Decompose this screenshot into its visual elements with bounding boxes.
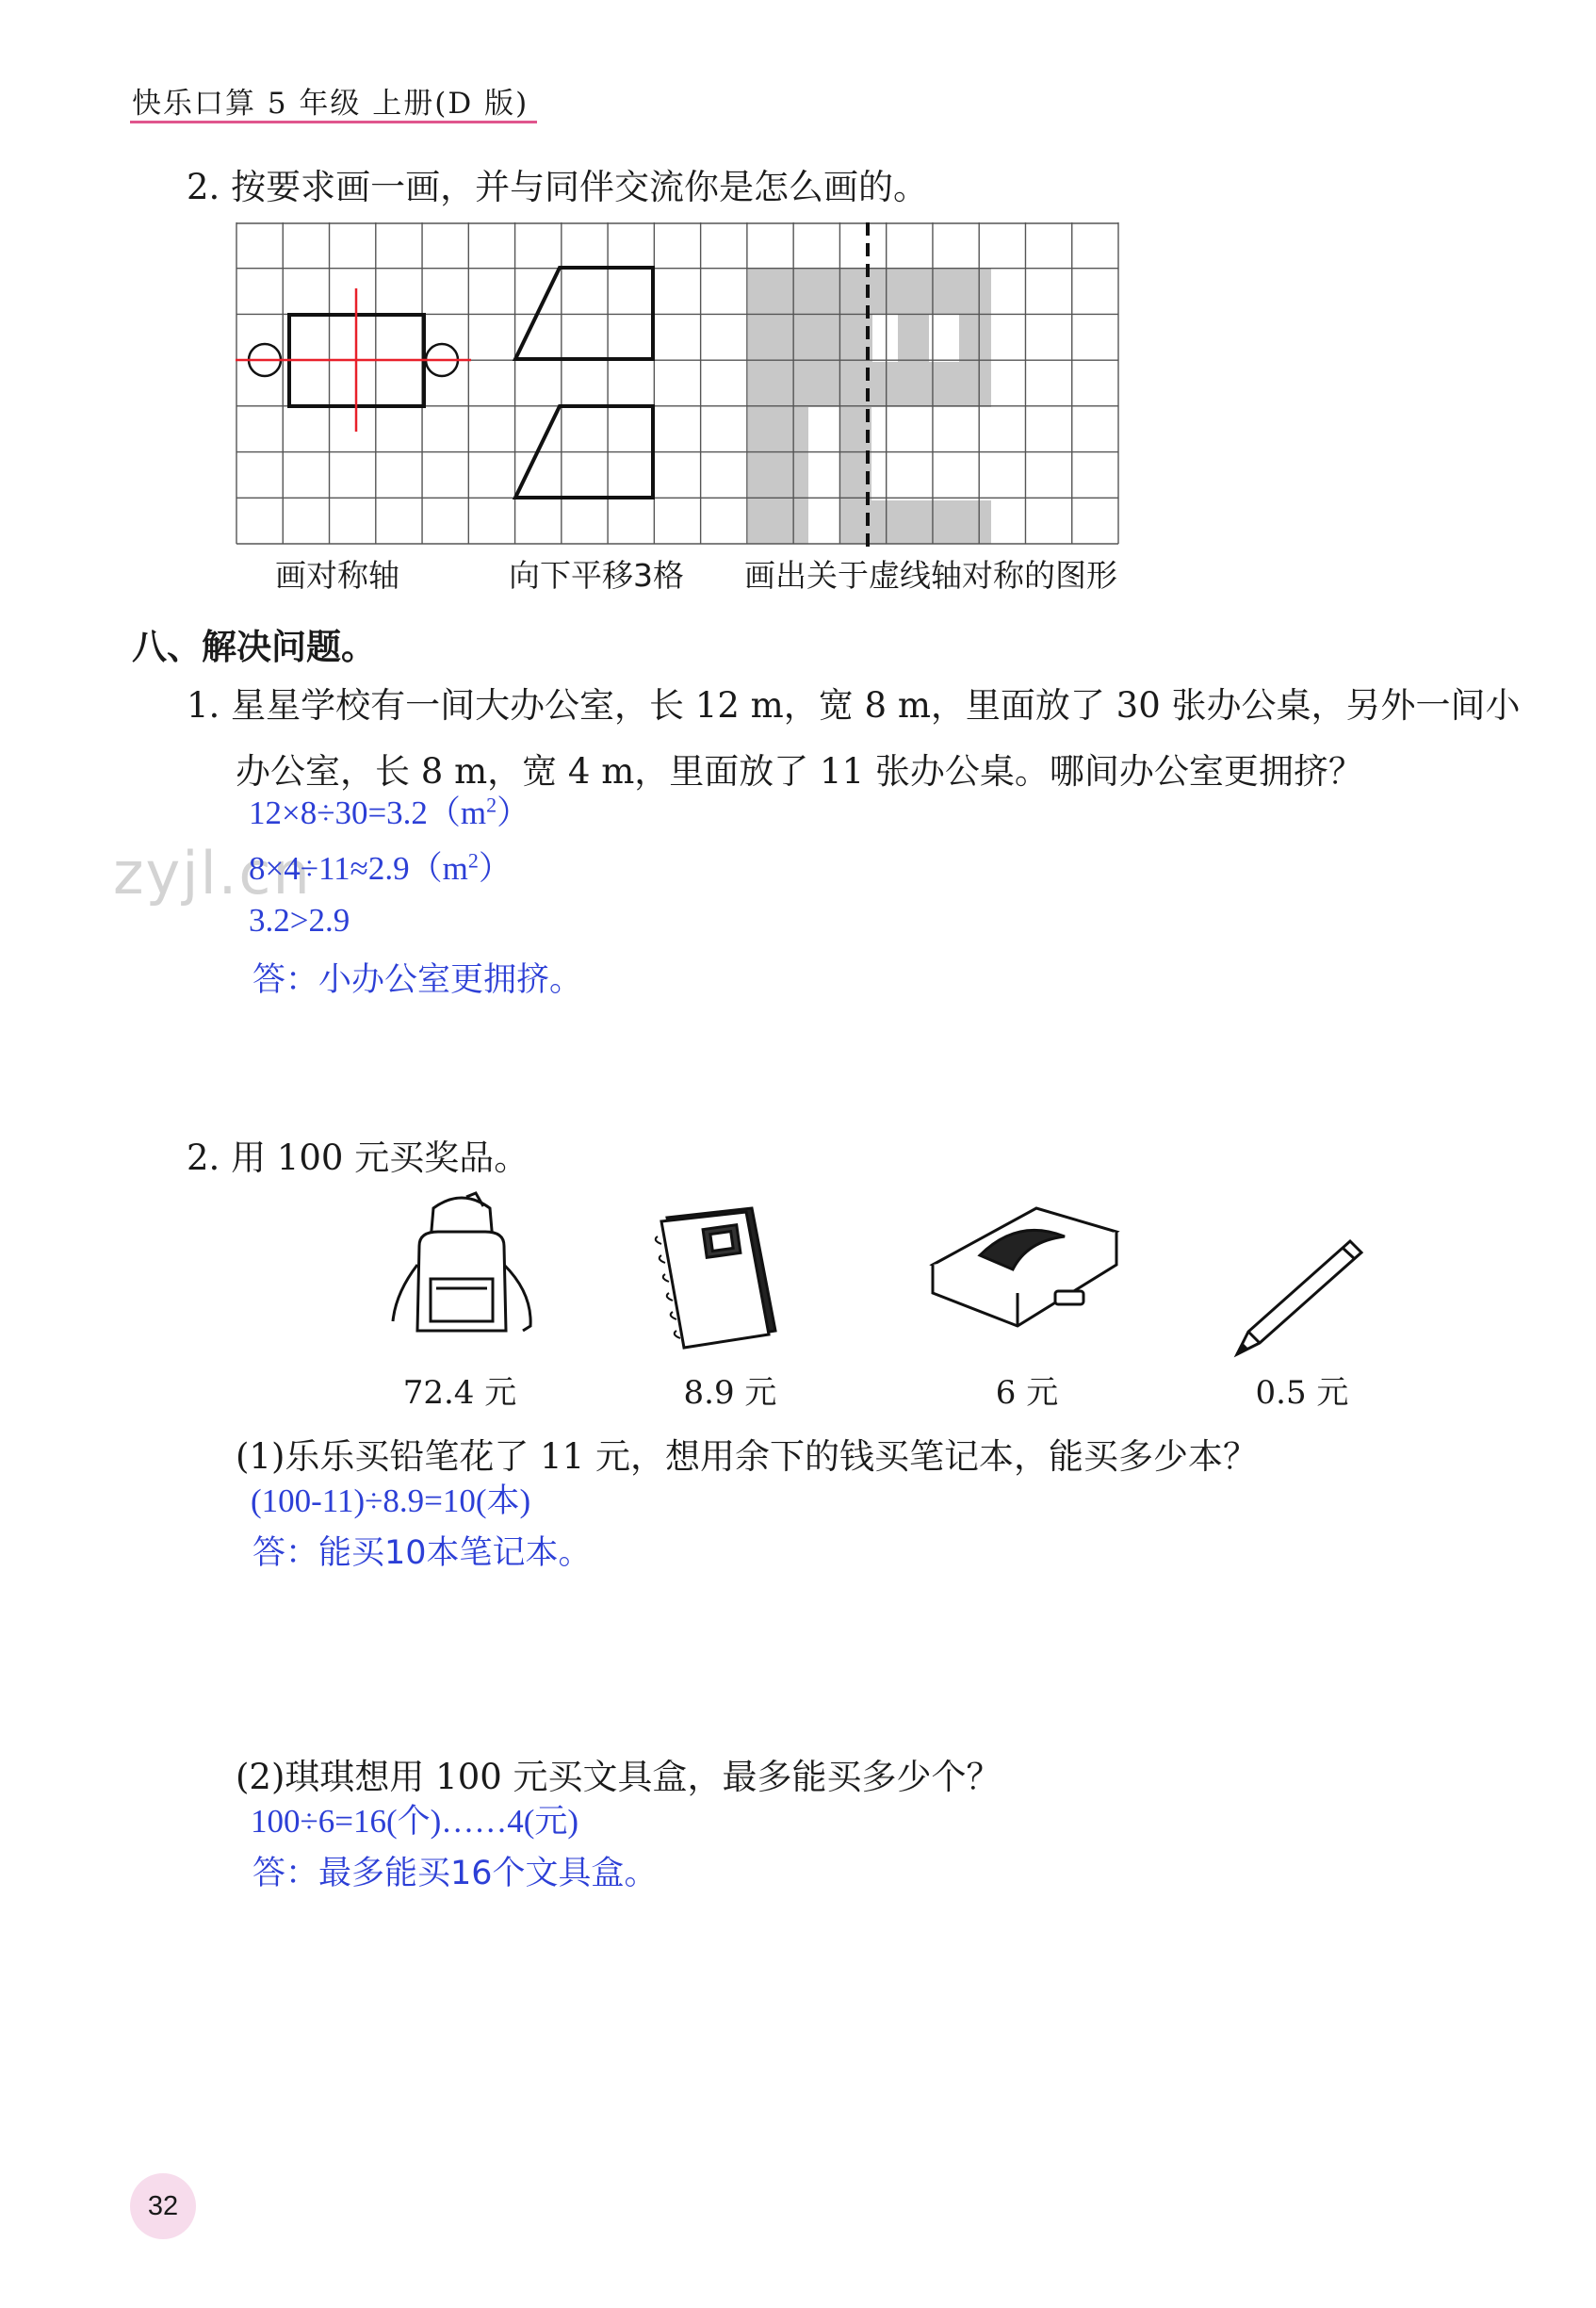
- problem1-line1: 1. 星星学校有一间大办公室，长 12 m，宽 8 m，里面放了 30 张办公桌，另外一间小: [187, 685, 1521, 726]
- watermark: zyjl.cn: [113, 839, 312, 908]
- pencil-price: 0.5 元: [1255, 1374, 1349, 1412]
- pencil-icon: [1230, 1230, 1371, 1362]
- pencil-case-icon: [923, 1199, 1131, 1340]
- notebook-price: 8.9 元: [683, 1374, 777, 1412]
- backpack-icon: [382, 1189, 542, 1350]
- problem1-answer-4: 答：小办公室更拥挤。: [252, 961, 583, 999]
- problem1-answer-1: $12\times 8\div 30=3.2(m^2)$: [249, 793, 530, 831]
- header-underline: [130, 121, 537, 123]
- section-title: 八、解决问题。: [132, 627, 376, 667]
- problem1-line2: 办公室，长 8 m，宽 4 m，里面放了 11 张办公桌。哪间办公室更拥挤？: [236, 751, 1363, 792]
- drawing-question: 2. 按要求画一画，并与同伴交流你是怎么画的。: [187, 167, 929, 207]
- sub1-answer-2: 答：能买10本笔记本。: [252, 1534, 592, 1572]
- drawing-grid-figure: [236, 222, 1121, 550]
- sub-question-2: (2)琪琪想用 100 元买文具盒，最多能买多少个？: [236, 1757, 1002, 1797]
- caption-draw-symmetric: 画出关于虚线轴对称的图形: [744, 557, 1117, 594]
- backpack-price: 72.4 元: [402, 1374, 517, 1412]
- caption-draw-axis: 画对称轴: [275, 557, 399, 594]
- pencil-case-price: 6 元: [995, 1374, 1059, 1412]
- sub-question-1: (1)乐乐买铅笔花了 11 元，想用余下的钱买笔记本，能买多少本？: [236, 1436, 1259, 1477]
- sub2-answer-2: 答：最多能买16个文具盒。: [252, 1855, 658, 1892]
- trapezoid-figures: [515, 268, 653, 498]
- page-number: 32: [130, 2173, 196, 2239]
- sub2-answer-1: 100÷6=16(个)……4(元): [251, 1803, 579, 1840]
- problem2-title: 2. 用 100 元买奖品。: [187, 1138, 529, 1178]
- book-header-title: 快乐口算 5 年级 上册(D 版): [132, 87, 529, 121]
- notebook-icon: [648, 1199, 785, 1354]
- problem1-answer-2: $8\times 4\div 11\approx 2.9(m^2)$: [249, 848, 512, 887]
- sub1-answer-1: (100-11)÷8.9=10(本): [251, 1482, 531, 1519]
- symmetry-axis-lines: [236, 288, 471, 432]
- caption-translate-down: 向下平移3格: [509, 557, 684, 594]
- problem1-answer-3: 3.2>2.9: [249, 902, 350, 939]
